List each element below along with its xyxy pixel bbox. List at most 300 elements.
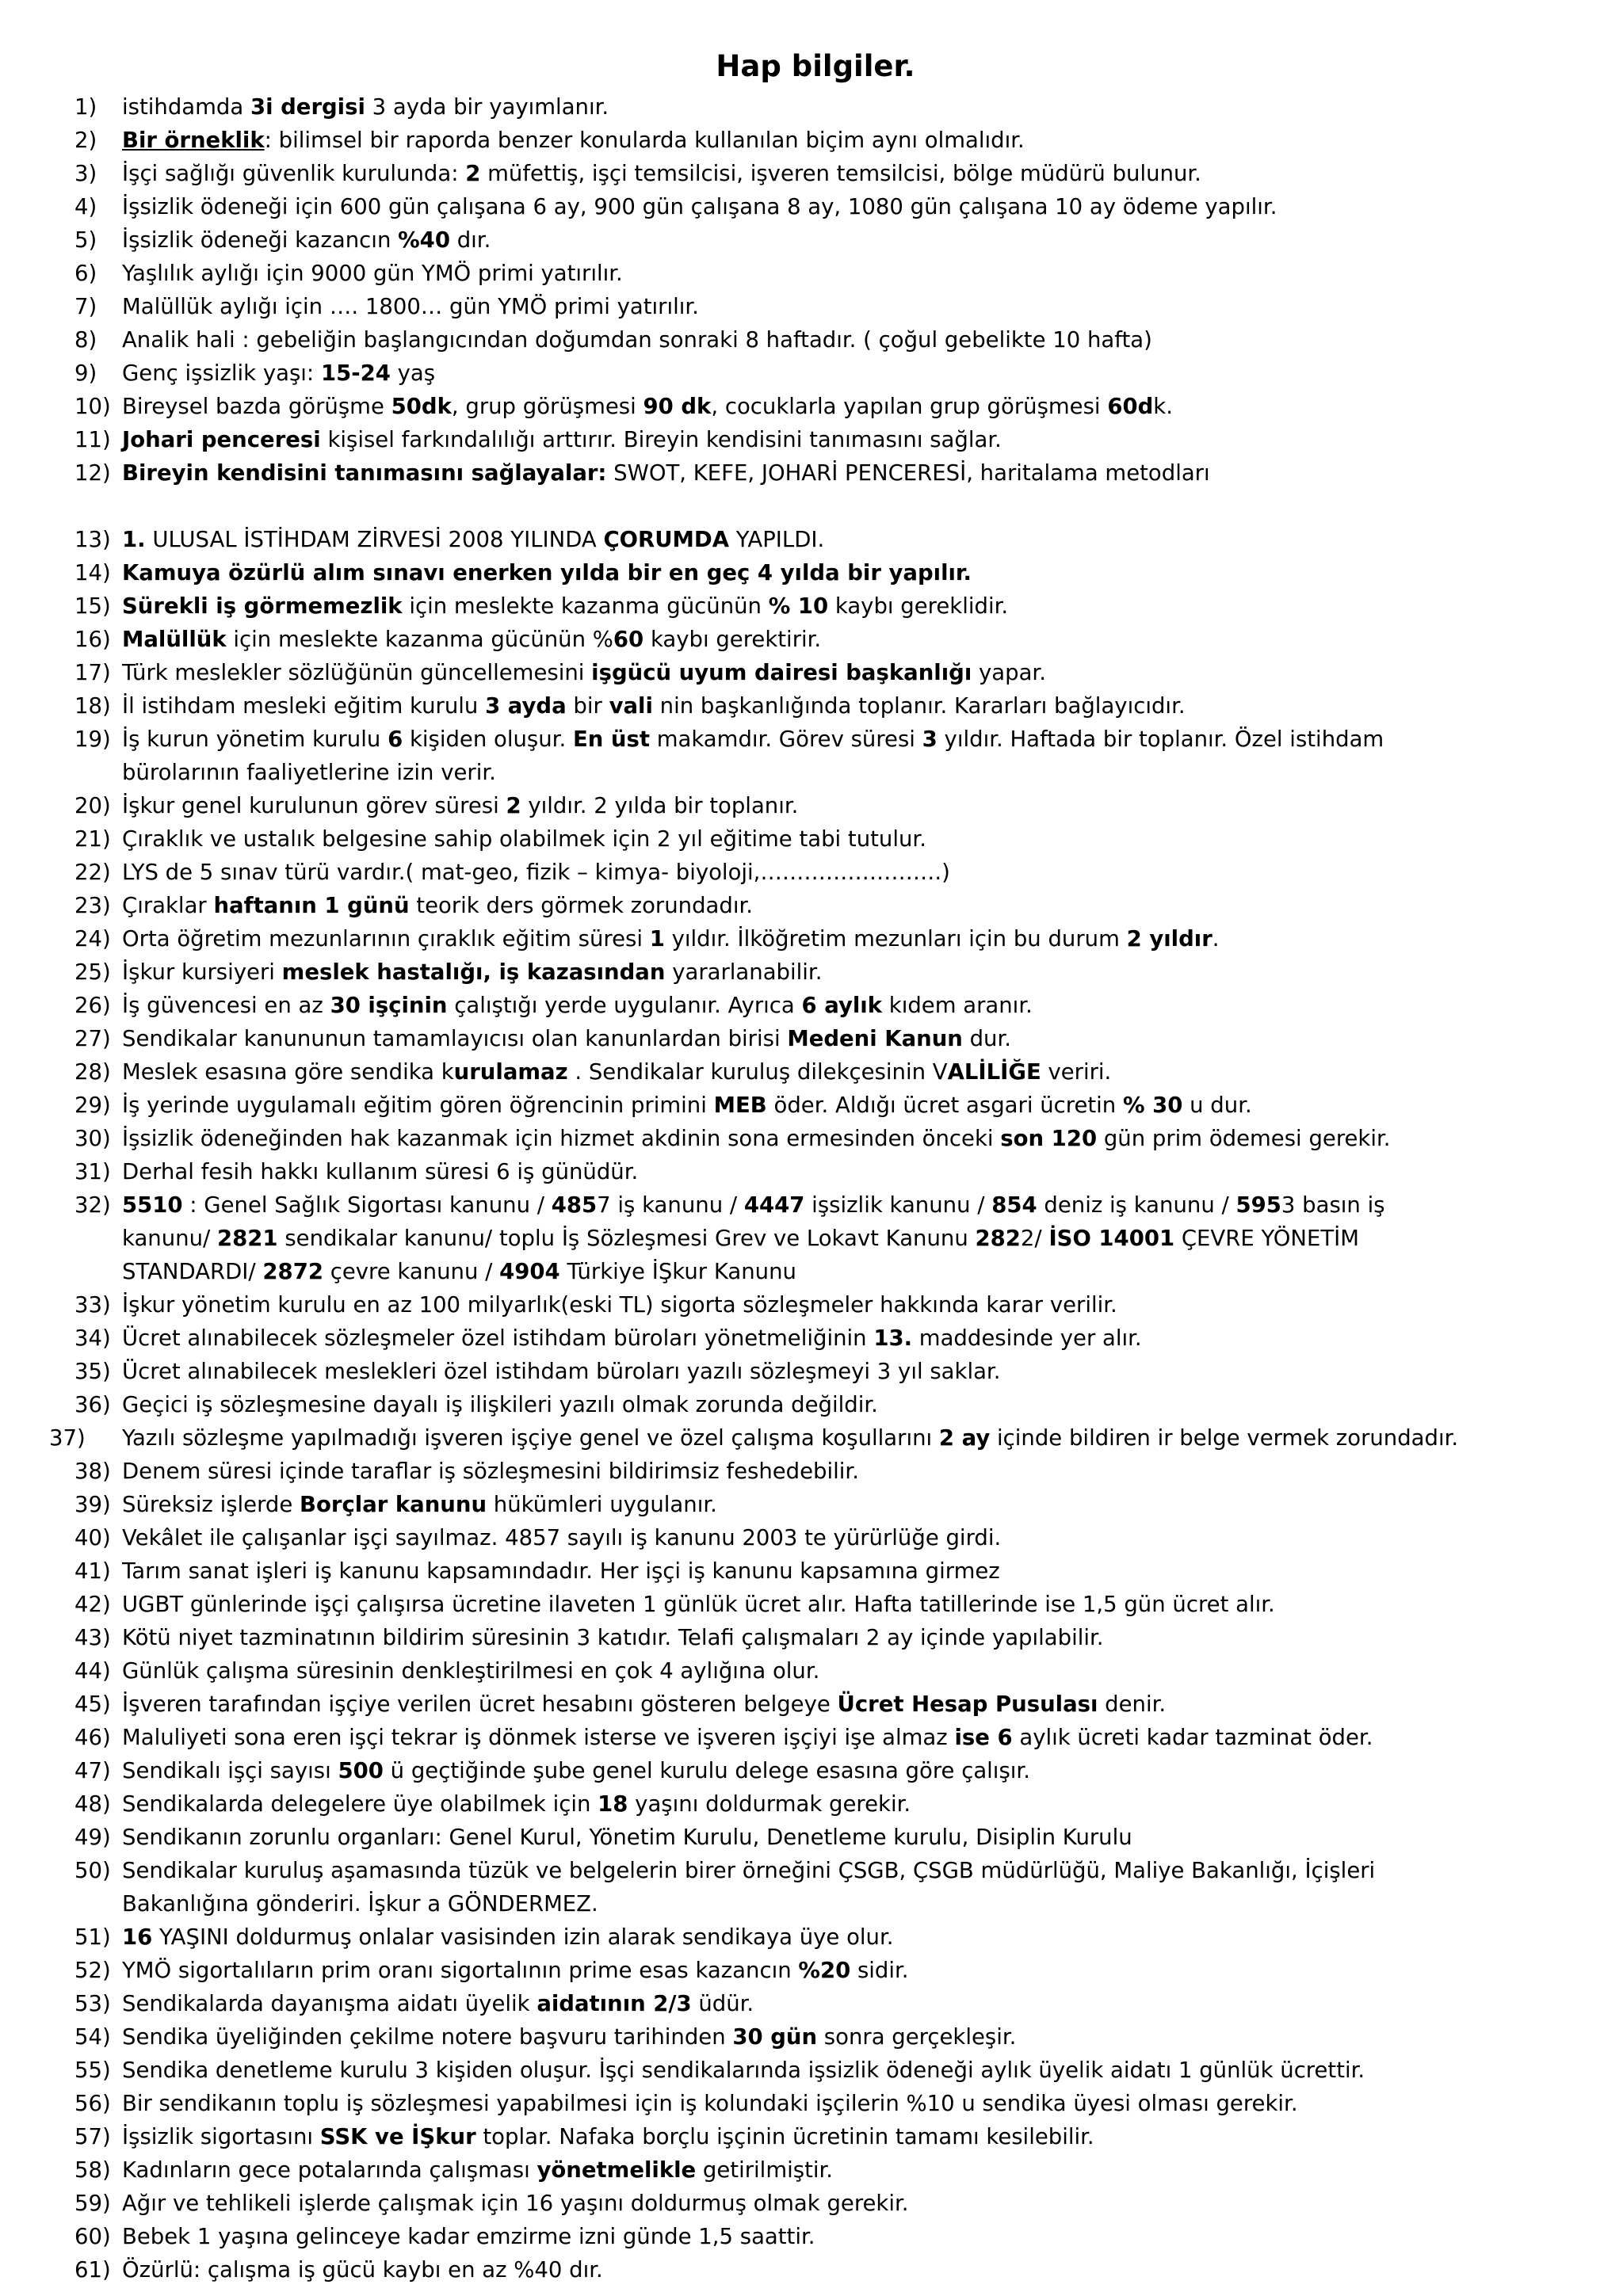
- list-item: [0, 1920, 1623, 1954]
- list-item: [0, 1322, 1623, 1355]
- list-item-number: 7): [74, 294, 97, 319]
- text-segment: LYS de 5 sınav türü vardır.( mat-geo, fizik – kimya- biyoloji,…………………….): [122, 860, 950, 885]
- list-item-number: 15): [74, 593, 111, 619]
- text-segment: İşkur kursiyeri: [122, 959, 282, 985]
- list-item-line: [122, 1521, 1615, 1554]
- bold-text: 5510: [122, 1192, 183, 1218]
- text-segment: çevre kanunu /: [323, 1259, 500, 1284]
- text-segment: İş güvencesi en az: [122, 993, 330, 1018]
- text-segment: Bakanlığına gönderiri. İşkur a GÖNDERMEZ.: [122, 1891, 598, 1917]
- text-segment: .: [1212, 926, 1220, 952]
- list-item-line: [122, 190, 1615, 223]
- bold-text: 3: [922, 727, 938, 752]
- text-segment: kanunu/: [122, 1226, 218, 1251]
- text-segment: ü geçtiğinde şube genel kurulu delege esasına göre çalışır.: [383, 1758, 1030, 1783]
- list-item: [0, 1421, 1623, 1455]
- text-segment: YAŞINI doldurmuş onlalar vasisinden izin alarak sendikaya üye olur.: [152, 1924, 894, 1950]
- text-segment: Malüllük aylığı için …. 1800… gün YMÖ primi yatırılır.: [122, 294, 699, 319]
- bold-text: 282: [975, 1226, 1021, 1251]
- list-item-number: 34): [74, 1325, 111, 1351]
- list-item: [0, 290, 1623, 323]
- bold-text: 30 gün: [732, 2024, 818, 2050]
- bold-text: Johari penceresi: [122, 427, 321, 452]
- text-segment: Yazılı sözleşme yapılmadığı işveren işçiye genel ve özel çalışma koşullarını: [122, 1425, 939, 1451]
- text-segment: Kadınların gece potalarında çalışması: [122, 2157, 537, 2183]
- text-segment: sendikalar kanunu/ toplu İş Sözleşmesi Grev ve Lokavt Kanunu: [277, 1226, 976, 1251]
- text-segment: kaybı gerektirir.: [643, 627, 822, 652]
- text-segment: teorik ders görmek zorundadır.: [409, 893, 754, 918]
- list-item: [0, 2020, 1623, 2054]
- list-item-line: [122, 1754, 1615, 1787]
- bold-text: Ücret Hesap Pusulası: [837, 1691, 1098, 1717]
- list-item-number: 33): [74, 1292, 111, 1318]
- text-segment: İşsizlik ödeneği kazancın: [122, 227, 399, 253]
- bold-text: MEB: [713, 1093, 767, 1118]
- list-item-number: 31): [74, 1159, 111, 1184]
- list-item-line: [122, 1554, 1615, 1588]
- text-segment: ÇEVRE YÖNETİM: [1174, 1226, 1359, 1251]
- bold-text: 6: [388, 727, 403, 752]
- text-segment: işsizlik kanunu /: [804, 1192, 992, 1218]
- text-segment: Sendikanın zorunlu organları: Genel Kurul, Yönetim Kurulu, Denetleme kurulu, Disiplin Kurulu: [122, 1825, 1132, 1850]
- page-title-text: Hap bilgiler: [716, 49, 904, 83]
- list-item-line: [122, 2187, 1615, 2220]
- text-segment: 7 iş kanunu /: [597, 1192, 744, 1218]
- facts-list: [0, 90, 1623, 2286]
- text-segment: Meslek esasına göre sendika k: [122, 1059, 454, 1085]
- text-segment: maddesinde yer alır.: [912, 1325, 1142, 1351]
- text-segment: Çıraklık ve ustalık belgesine sahip olabilmek için 2 yıl eğitime tabi tutulur.: [122, 826, 926, 852]
- bold-text: 854: [991, 1192, 1037, 1218]
- bold-text: 3 ayda: [485, 693, 567, 719]
- list-item-number: 54): [74, 2024, 111, 2050]
- list-item-line: [122, 1455, 1615, 1488]
- text-segment: kişiden oluşur.: [403, 727, 573, 752]
- list-item-line: [122, 1621, 1615, 1654]
- text-segment: Ücret alınabilecek sözleşmeler özel istihdam büroları yönetmeliğinin: [122, 1325, 874, 1351]
- list-item: [0, 2253, 1623, 2286]
- list-item-line: [122, 1288, 1615, 1322]
- list-item-line: [122, 223, 1615, 257]
- list-item-line: [122, 589, 1615, 623]
- list-item-number: 57): [74, 2124, 111, 2149]
- list-item: [0, 124, 1623, 157]
- list-item-number: 32): [74, 1192, 111, 1218]
- text-segment: : bilimsel bir raporda benzer konularda kullanılan biçim aynı olmalıdır.: [264, 128, 1025, 153]
- list-item-line: [122, 723, 1615, 756]
- text-segment: Türkiye İŞkur Kanunu: [559, 1259, 796, 1284]
- list-item-line: [122, 856, 1615, 889]
- list-item: [0, 789, 1623, 822]
- bold-text: [122, 128, 265, 153]
- list-item: [0, 357, 1623, 390]
- list-item-line: [122, 1654, 1615, 1688]
- bold-text: 1: [649, 926, 665, 952]
- text-segment: Sendikalarda delegelere üye olabilmek için: [122, 1791, 598, 1817]
- text-segment: sidir.: [850, 1958, 909, 1983]
- list-item: [0, 1089, 1623, 1122]
- bold-text: Sürekli iş görmemezlik: [122, 593, 403, 619]
- bold-text: SSK ve İŞkur: [319, 2124, 476, 2149]
- bold-text: % 10: [768, 593, 829, 619]
- text-segment: Derhal fesih hakkı kullanım süresi 6 iş günüdür.: [122, 1159, 639, 1184]
- bold-text: ise 6: [954, 1725, 1013, 1750]
- bold-text: vali: [609, 693, 653, 719]
- list-item: [0, 1288, 1623, 1322]
- list-item-number: 58): [74, 2157, 111, 2183]
- list-item-line: [122, 124, 1615, 157]
- text-segment: Denem süresi içinde taraflar iş sözleşmesini bildirimsiz feshedebilir.: [122, 1459, 859, 1484]
- bold-text: 6 aylık: [801, 993, 883, 1018]
- list-item-line: [122, 1887, 1615, 1920]
- list-item-line: [122, 1787, 1615, 1821]
- list-item-line: [122, 1255, 1615, 1288]
- text-segment: kişisel farkındalılığı arttırır. Bireyin kendisini tanımasını sağlar.: [320, 427, 1002, 452]
- bold-text: ÇORUMDA: [603, 527, 729, 552]
- list-item: [0, 157, 1623, 190]
- list-item-line: [122, 2054, 1615, 2087]
- text-segment: yararlanabilir.: [665, 959, 823, 985]
- text-segment: : Genel Sağlık Sigortası kanunu /: [182, 1192, 552, 1218]
- list-item: [0, 1188, 1623, 1288]
- text-segment: Sendikalar kuruluş aşamasında tüzük ve belgelerin birer örneğini ÇSGB, ÇSGB müdürlüğü, Maliye Bakanlığı, İçişleri: [122, 1858, 1376, 1883]
- bold-text: 1.: [122, 527, 146, 552]
- bold-text: Borçlar kanunu: [300, 1492, 487, 1517]
- text-segment: Günlük çalışma süresinin denkleştirilmesi en çok 4 aylığına olur.: [122, 1658, 820, 1684]
- list-item: [0, 2187, 1623, 2220]
- list-item-number: 41): [74, 1558, 111, 1584]
- bold-text: ALİLİĞE: [947, 1059, 1041, 1085]
- list-item: [0, 2054, 1623, 2087]
- text-segment: Yaşlılık aylığı için 9000 gün YMÖ primi yatırılır.: [122, 261, 623, 286]
- text-segment: toplar. Nafaka borçlu işçinin ücretinin tamamı kesilebilir.: [475, 2124, 1094, 2149]
- text-segment: Genç işsizlik yaşı:: [122, 360, 321, 386]
- text-segment: Orta öğretim mezunlarının çıraklık eğitim süresi: [122, 926, 650, 952]
- list-item: [0, 1787, 1623, 1821]
- list-item-line: [122, 1821, 1615, 1854]
- text-segment: Sendikalarda dayanışma aidatı üyelik: [122, 1991, 537, 2016]
- list-item-number: 2): [74, 128, 97, 153]
- list-item-line: [122, 423, 1615, 456]
- list-item-number: 4): [74, 194, 97, 219]
- list-item-line: [122, 1022, 1615, 1055]
- list-item-number: 9): [74, 360, 97, 386]
- text-segment: Vekâlet ile çalışanlar işçi sayılmaz. 4857 sayılı iş kanunu 2003 te yürürlüğe girdi.: [122, 1525, 1002, 1550]
- list-item-number: 35): [74, 1359, 111, 1384]
- list-item: [0, 2120, 1623, 2153]
- list-item-line: [122, 1322, 1615, 1355]
- list-item: [0, 2087, 1623, 2120]
- list-item-line: [122, 157, 1615, 190]
- list-item: [0, 1688, 1623, 1721]
- list-item-number: 30): [74, 1126, 111, 1151]
- list-item-number: 19): [74, 727, 111, 752]
- text-segment: kaybı gereklidir.: [828, 593, 1009, 619]
- text-segment: yaşını doldurmak gerekir.: [628, 1791, 911, 1817]
- list-item-number: 8): [74, 327, 97, 353]
- list-item-number: 36): [74, 1392, 111, 1417]
- list-item-line: [122, 2120, 1615, 2153]
- list-item: [0, 1954, 1623, 1987]
- text-segment: , grup görüşmesi: [451, 394, 643, 419]
- text-segment: üdür.: [691, 1991, 754, 2016]
- list-item-number: 43): [74, 1625, 111, 1650]
- list-item: [0, 1554, 1623, 1588]
- bold-text: 60: [613, 627, 644, 652]
- list-item-line: [122, 1188, 1615, 1222]
- list-item-number: 48): [74, 1791, 111, 1817]
- list-item: [0, 1754, 1623, 1787]
- text-segment: Geçici iş sözleşmesine dayalı iş ilişkileri yazılı olmak zorunda değildir.: [122, 1392, 878, 1417]
- list-item: [0, 1987, 1623, 2020]
- text-segment: İş yerinde uygulamalı eğitim gören öğrencinin primini: [122, 1093, 714, 1118]
- bold-text: 485: [551, 1192, 598, 1218]
- list-item-number: 1): [74, 94, 97, 120]
- text-segment: Maluliyeti sona eren işçi tekrar iş dönmek isterse ve işveren işçiyi işe almaz: [122, 1725, 955, 1750]
- text-segment: yapar.: [972, 660, 1046, 685]
- text-segment: nin başkanlığında toplanır. Kararları bağlayıcıdır.: [652, 693, 1186, 719]
- list-item-line: [122, 922, 1615, 955]
- bold-text: urulamaz: [453, 1059, 568, 1085]
- bold-text: 2872: [262, 1259, 323, 1284]
- bold-text: Kamuya özürlü alım sınavı enerken yılda bir en geç 4 yılda bir yapılır.: [122, 560, 972, 585]
- bold-text: son 120: [1000, 1126, 1098, 1151]
- text-segment: 2/: [1020, 1226, 1049, 1251]
- list-item-number: 21): [74, 826, 111, 852]
- list-item: [0, 623, 1623, 656]
- list-item: [0, 889, 1623, 922]
- bold-text: haftanın 1 günü: [213, 893, 410, 918]
- bold-text: 50dk: [391, 394, 452, 419]
- list-item-number: 11): [74, 427, 111, 452]
- list-item-number: 14): [74, 560, 111, 585]
- text-segment: yıldır. İlköğretim mezunları için bu durum: [664, 926, 1127, 952]
- list-item-line: [122, 789, 1615, 822]
- text-segment: istihdamda: [122, 94, 250, 120]
- bold-text: işgücü uyum dairesi başkanlığı: [591, 660, 972, 685]
- list-item-number: 6): [74, 261, 97, 286]
- list-item-number: 37): [49, 1425, 86, 1451]
- list-item: [0, 1621, 1623, 1654]
- bold-text: meslek hastalığı, iş kazasından: [281, 959, 666, 985]
- list-item-number: 16): [74, 627, 111, 652]
- list-item-number: 39): [74, 1492, 111, 1517]
- text-segment: İşkur genel kurulunun görev süresi: [122, 793, 506, 818]
- list-item-line: [122, 2153, 1615, 2187]
- text-segment: hükümleri uygulanır.: [487, 1492, 717, 1517]
- text-segment: içinde bildiren ir belge vermek zorundadır.: [990, 1425, 1459, 1451]
- text-segment: Sendikalı işçi sayısı: [122, 1758, 338, 1783]
- bold-text: En üst: [572, 727, 650, 752]
- list-item: [0, 689, 1623, 723]
- list-item: [0, 1388, 1623, 1421]
- list-item-number: 3): [74, 161, 97, 186]
- list-item-line: [122, 390, 1615, 423]
- list-item: [0, 257, 1623, 290]
- list-item-line: [122, 2253, 1615, 2286]
- text-segment: dur.: [962, 1026, 1012, 1051]
- list-item-number: 40): [74, 1525, 111, 1550]
- text-segment: 3 basın iş: [1281, 1192, 1385, 1218]
- list-item: [0, 856, 1623, 889]
- list-item-line: [122, 1388, 1615, 1421]
- bold-text: 3i dergisi: [250, 94, 365, 120]
- list-item-number: 20): [74, 793, 111, 818]
- list-item: [0, 1455, 1623, 1488]
- text-segment: Süreksiz işlerde: [122, 1492, 300, 1517]
- list-item-number: 13): [74, 527, 111, 552]
- list-item: [0, 955, 1623, 989]
- list-item: [0, 922, 1623, 955]
- list-item-line: [122, 1421, 1615, 1455]
- list-item-line: [122, 556, 1615, 589]
- list-item-line: [122, 1854, 1615, 1887]
- text-segment: ULUSAL İSTİHDAM ZİRVESİ 2008 YILINDA: [145, 527, 604, 552]
- text-segment: Ücret alınabilecek meslekleri özel istihdam büroları yazılı sözleşmeyi 3 yıl saklar.: [122, 1359, 1001, 1384]
- list-item-number: 46): [74, 1725, 111, 1750]
- bold-text: 16: [122, 1924, 153, 1950]
- list-item: [0, 390, 1623, 423]
- list-item-number: 45): [74, 1691, 111, 1717]
- list-item-number: 22): [74, 860, 111, 885]
- list-item-line: [122, 2220, 1615, 2253]
- bold-text: 2: [506, 793, 521, 818]
- list-item: [0, 989, 1623, 1022]
- list-item-line: [122, 1688, 1615, 1721]
- list-item: [0, 1022, 1623, 1055]
- text-segment: İşsizlik sigortasını: [122, 2124, 320, 2149]
- list-item-line: [122, 1355, 1615, 1388]
- text-segment: için meslekte kazanma gücünün: [402, 593, 769, 619]
- bold-text: 2: [465, 161, 481, 186]
- text-segment: 3 ayda bir yayımlanır.: [365, 94, 609, 120]
- list-item-line: [122, 1488, 1615, 1521]
- list-item: [0, 323, 1623, 357]
- list-item-number: 29): [74, 1093, 111, 1118]
- list-item-line: [122, 456, 1615, 490]
- list-item-line: [122, 290, 1615, 323]
- list-item-line: [122, 523, 1615, 556]
- list-item-line: [122, 989, 1615, 1022]
- list-item-line: [122, 1954, 1615, 1987]
- list-item-number: 60): [74, 2224, 111, 2249]
- list-item: [0, 556, 1623, 589]
- list-item-number: 25): [74, 959, 111, 985]
- text-segment: İşsizlik ödeneğinden hak kazanmak için hizmet akdinin sona ermesinden önceki: [122, 1126, 1001, 1151]
- bold-text: 90 dk: [643, 394, 712, 419]
- text-segment: İşkur yönetim kurulu en az 100 milyarlık(eski TL) sigorta sözleşmeler hakkında karar verilir.: [122, 1292, 1117, 1318]
- list-item: [0, 589, 1623, 623]
- text-segment: k.: [1153, 394, 1173, 419]
- list-item-line: [122, 889, 1615, 922]
- list-item: [0, 1521, 1623, 1554]
- list-item: [0, 423, 1623, 456]
- list-item: [0, 523, 1623, 556]
- text-segment: yıldır. 2 yılda bir toplanır.: [521, 793, 799, 818]
- list-item: [0, 1055, 1623, 1089]
- list-item-number: 42): [74, 1592, 111, 1617]
- text-segment: Sendika üyeliğinden çekilme notere başvuru tarihinden: [122, 2024, 733, 2050]
- bold-text: 4904: [499, 1259, 560, 1284]
- list-item-number: 59): [74, 2191, 111, 2216]
- list-item-number: 24): [74, 926, 111, 952]
- text-segment: gün prim ödemesi gerekir.: [1097, 1126, 1391, 1151]
- list-item: [0, 723, 1623, 789]
- bold-text: 595: [1235, 1192, 1281, 1218]
- list-item-number: 5): [74, 227, 97, 253]
- text-segment: Tarım sanat işleri iş kanunu kapsamındadır. Her işçi iş kanunu kapsamına girmez: [122, 1558, 1000, 1584]
- text-segment: STANDARDI/: [122, 1259, 263, 1284]
- text-segment: Bebek 1 yaşına gelinceye kadar emzirme izni günde 1,5 saattir.: [122, 2224, 815, 2249]
- list-item-number: 26): [74, 993, 111, 1018]
- text-segment: , cocuklarla yapılan grup görüşmesi: [711, 394, 1108, 419]
- list-item-line: [122, 2020, 1615, 2054]
- text-segment: Sendika denetleme kurulu 3 kişiden oluşur. İşçi sendikalarında işsizlik ödeneği aylık üyelik aidatı 1 günlük ücrettir.: [122, 2058, 1365, 2083]
- text-segment: Özürlü: çalışma iş gücü kaybı en az %40 dır.: [122, 2257, 603, 2283]
- text-segment: Ağır ve tehlikeli işlerde çalışmak için 16 yaşını doldurmuş olmak gerekir.: [122, 2191, 909, 2216]
- list-item: [0, 190, 1623, 223]
- list-item-number: 47): [74, 1758, 111, 1783]
- list-item: [0, 656, 1623, 689]
- text-segment: İl istihdam mesleki eğitim kurulu: [122, 693, 486, 719]
- list-item: [0, 2153, 1623, 2187]
- bold-text: 2 yıldır: [1126, 926, 1212, 952]
- text-segment: Türk meslekler sözlüğünün güncellemesini: [122, 660, 592, 685]
- text-segment: UGBT günlerinde işçi çalışırsa ücretine ilaveten 1 günlük ücret alır. Hafta tatillerinde ise 1,5 gün ücret alır.: [122, 1592, 1275, 1617]
- text-segment: yaş: [390, 360, 436, 386]
- list-item-number: 55): [74, 2058, 111, 2083]
- list-item-line: [122, 689, 1615, 723]
- list-item: [0, 822, 1623, 856]
- list-item-number: 17): [74, 660, 111, 685]
- bold-text: Malüllük: [122, 627, 227, 652]
- list-item-number: 53): [74, 1991, 111, 2016]
- text-segment: İş kurun yönetim kurulu: [122, 727, 388, 752]
- text-segment: Bireysel bazda görüşme: [122, 394, 391, 419]
- list-item: [0, 1155, 1623, 1188]
- list-item: [0, 1821, 1623, 1854]
- list-item: [0, 1721, 1623, 1754]
- bold-text: %40: [398, 227, 450, 253]
- bold-text: 15-24: [320, 360, 391, 386]
- list-item-line: [122, 323, 1615, 357]
- list-item: [0, 1588, 1623, 1621]
- text-segment: deniz iş kanunu /: [1037, 1192, 1236, 1218]
- text-segment: Kötü niyet tazminatının bildirim süresinin 3 katıdır. Telafi çalışmaları 2 ay içinde yapılabilir.: [122, 1625, 1104, 1650]
- list-item-line: [122, 623, 1615, 656]
- list-item-number: 50): [74, 1858, 111, 1883]
- list-item-number: 10): [74, 394, 111, 419]
- text-segment: makamdır. Görev süresi: [649, 727, 922, 752]
- text-segment: İşveren tarafından işçiye verilen ücret hesabını gösteren belgeye: [122, 1691, 838, 1717]
- list-item-line: [122, 1122, 1615, 1155]
- text-segment: YAPILDI.: [729, 527, 825, 552]
- list-item-number: 38): [74, 1459, 111, 1484]
- list-item-number: 18): [74, 693, 111, 719]
- bold-text: İSO 14001: [1048, 1226, 1175, 1251]
- text-segment: getirilmiştir.: [696, 2157, 834, 2183]
- bold-text: 500: [338, 1758, 384, 1783]
- text-segment: denir.: [1098, 1691, 1167, 1717]
- list-item-line: [122, 357, 1615, 390]
- list-item-line: [122, 2087, 1615, 2120]
- text-segment: Çıraklar: [122, 893, 214, 918]
- text-segment: İşçi sağlığı güvenlik kurulunda:: [122, 161, 466, 186]
- list-item-line: [122, 1588, 1615, 1621]
- text-segment: Bir sendikanın toplu iş sözleşmesi yapabilmesi için iş kolundaki işçilerin %10 u sendika üyesi olması gerekir.: [122, 2091, 1298, 2116]
- list-item-line: [122, 1987, 1615, 2020]
- list-item-line: [122, 955, 1615, 989]
